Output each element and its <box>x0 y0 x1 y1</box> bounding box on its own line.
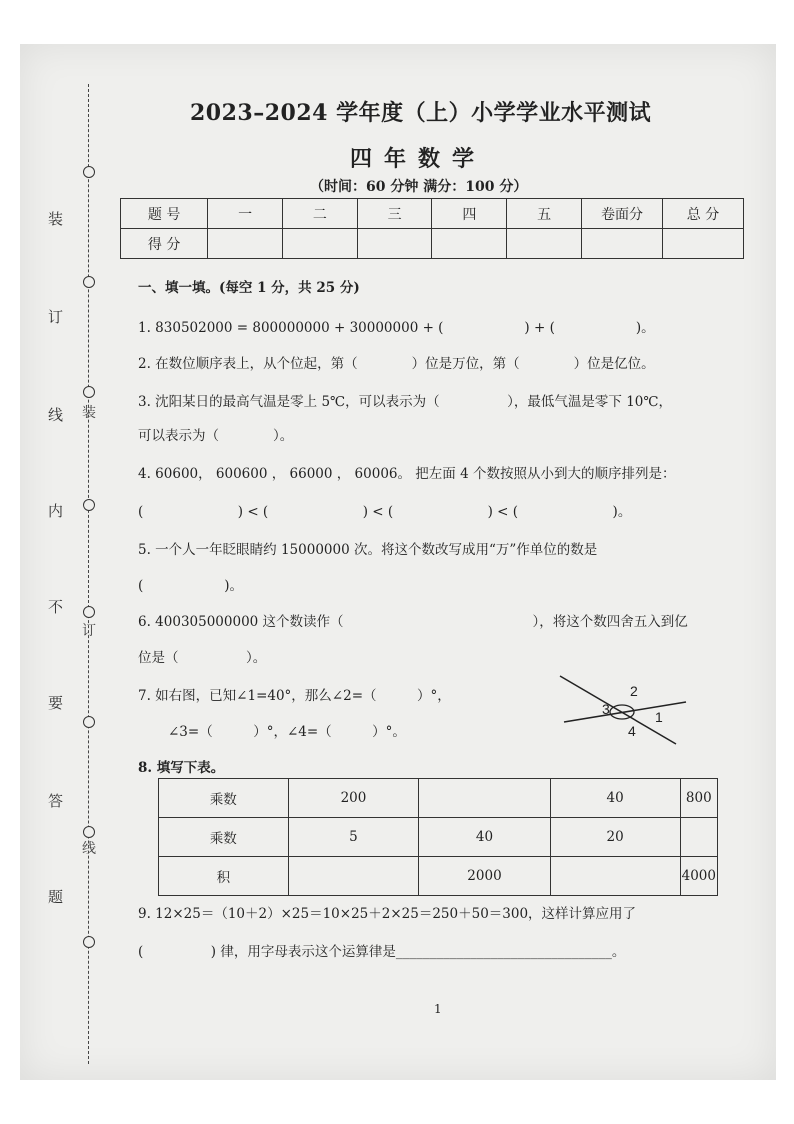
binding-char: 装 <box>48 210 64 228</box>
table-cell: 四 <box>432 199 507 229</box>
exam-paper <box>20 44 776 1080</box>
score-entry-cell[interactable] <box>282 229 357 259</box>
question-3-line1: 3. 沈阳某日的最高气温是零上 5℃，可以表示为（ ），最低气温是零下 10℃， <box>138 394 672 410</box>
question-1: 1. 830502000 = 800000000 + 30000000 + ( ) + ( )。 <box>138 320 655 336</box>
question-5-line2: ( )。 <box>138 578 244 594</box>
binding-hole <box>83 276 95 288</box>
table-cell: 800 <box>680 779 717 818</box>
exam-info: （时间：60 分钟 满分：100 分） <box>310 179 528 195</box>
angle-label: 3 <box>602 701 610 717</box>
answer-cell[interactable] <box>680 818 717 857</box>
intersecting-lines-figure <box>554 674 694 752</box>
binding-char: 不 <box>48 598 64 616</box>
score-table <box>120 198 744 259</box>
binding-char: 要 <box>48 694 64 712</box>
score-entry-cell[interactable] <box>662 229 743 259</box>
score-table-score-row <box>121 229 744 259</box>
table-cell: 40 <box>419 818 550 857</box>
angle-label: 2 <box>630 683 638 699</box>
table-cell: 得 分 <box>121 229 208 259</box>
binding-hole <box>83 386 95 398</box>
binding-hole <box>83 499 95 511</box>
question-7-line2: ∠3=（ ）°，∠4=（ ）°。 <box>168 724 406 740</box>
binding-char: 题 <box>48 888 64 906</box>
section-heading: 一、填一填。(每空 1 分，共 25 分) <box>138 280 360 296</box>
angle-label: 1 <box>655 709 663 725</box>
score-entry-cell[interactable] <box>357 229 432 259</box>
angle-label: 4 <box>628 723 636 739</box>
table-cell: 2000 <box>419 857 550 896</box>
angle-diagram <box>554 674 694 748</box>
question-6-line2: 位是（ ）。 <box>138 650 267 666</box>
binding-char: 线 <box>48 406 64 424</box>
question-4-line2: ( ) < ( ) < ( ) < ( )。 <box>138 504 632 520</box>
table-cell: 40 <box>550 779 680 818</box>
binding-hole <box>83 716 95 728</box>
score-entry-cell[interactable] <box>581 229 662 259</box>
binding-hole <box>83 826 95 838</box>
question-2: 2. 在数位顺序表上，从个位起，第（ ）位是万位，第（ ）位是亿位。 <box>138 356 655 372</box>
table-cell: 4000 <box>680 857 717 896</box>
table-row <box>159 857 718 896</box>
table-cell: 积 <box>159 857 289 896</box>
question-7-line1: 7. 如右图，已知∠1=40°，那么∠2=（ ）°， <box>138 688 451 704</box>
binding-hole <box>83 606 95 618</box>
answer-cell[interactable] <box>419 779 550 818</box>
table-row <box>159 779 718 818</box>
page-number: 1 <box>434 1002 442 1016</box>
answer-cell[interactable] <box>288 857 419 896</box>
score-entry-cell[interactable] <box>432 229 507 259</box>
question-3-line2: 可以表示为（ ）。 <box>138 428 294 444</box>
score-table-header-row <box>121 199 744 229</box>
table-cell: 200 <box>288 779 419 818</box>
binding-char: 答 <box>48 792 64 810</box>
question-9-line1: 9. 12×25＝（10＋2）×25＝10×25＋2×25＝250＋50＝300，这样计算应用了 <box>138 906 637 922</box>
multiplication-table <box>158 778 718 896</box>
table-cell: 题 号 <box>121 199 208 229</box>
question-5-line1: 5. 一个人一年眨眼睛约 15000000 次。将这个数改写成用“万”作单位的数是 <box>138 542 598 558</box>
binding-inner-char: 线 <box>82 841 96 857</box>
table-cell: 20 <box>550 818 680 857</box>
exam-title: 2023–2024 学年度（上）小学学业水平测试 <box>190 100 652 126</box>
table-cell: 五 <box>507 199 582 229</box>
binding-inner-char: 订 <box>82 623 96 639</box>
binding-dashed-line <box>88 84 89 1064</box>
table-cell: 一 <box>208 199 283 229</box>
answer-cell[interactable] <box>550 857 680 896</box>
question-4-line1: 4. 60600， 600600 ， 66000 ， 60006。 把左面 4 个数按照从小到大的顺序排列是： <box>138 466 676 482</box>
question-9-line2: ( ) 律，用字母表示这个运算律是________________________________。 <box>138 944 626 960</box>
binding-inner-char: 装 <box>82 405 96 421</box>
table-cell: 卷面分 <box>581 199 662 229</box>
question-6-line1: 6. 400305000000 这个数读作（ ），将这个数四舍五入到亿 <box>138 614 688 630</box>
score-entry-cell[interactable] <box>208 229 283 259</box>
table-cell: 二 <box>282 199 357 229</box>
binding-hole <box>83 936 95 948</box>
table-cell: 三 <box>357 199 432 229</box>
table-cell: 乘数 <box>159 818 289 857</box>
binding-char: 订 <box>48 308 64 326</box>
table-cell: 总 分 <box>662 199 743 229</box>
binding-hole <box>83 166 95 178</box>
exam-subtitle: 四年数学 <box>350 146 487 172</box>
question-8: 8. 填写下表。 <box>138 760 225 776</box>
table-cell: 5 <box>288 818 419 857</box>
table-cell: 乘数 <box>159 779 289 818</box>
score-entry-cell[interactable] <box>507 229 582 259</box>
table-row <box>159 818 718 857</box>
binding-char: 内 <box>48 502 64 520</box>
